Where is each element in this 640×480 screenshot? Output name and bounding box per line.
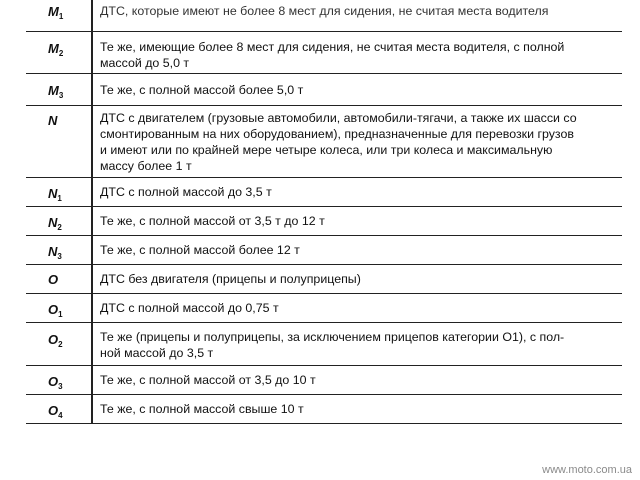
category-code: $M_1$ [48,4,63,21]
category-code: $N_3$ [48,244,62,261]
table-row [26,0,622,32]
table-row [26,207,622,236]
category-code: N [48,113,57,128]
table-row [26,265,622,294]
category-description: ДТС без двигателя (прицепы и полуприцепы) [100,272,361,286]
watermark-text: www.moto.com.ua [542,464,632,476]
category-code: $M_3$ [48,83,63,100]
table-row [26,294,622,323]
category-code: $N_2$ [48,215,62,232]
table-row [26,366,622,395]
table-row [26,106,622,178]
category-code: $O_2$ [48,332,63,349]
category-description: Те же, с полной массой от 3,5 т до 12 т [100,214,325,228]
category-code: $O_1$ [48,302,63,319]
category-code: $N_1$ [48,186,62,203]
table-row [26,178,622,207]
category-code: $M_2$ [48,41,63,58]
table-row [26,323,622,366]
table-row [26,236,622,265]
category-description: ДТС, которые имеют не более 8 мест для сидения, не считая места водителя [100,4,549,18]
category-description: Те же, с полной массой более 5,0 т [100,83,304,97]
footer [0,458,640,480]
category-code: $O_3$ [48,374,63,391]
category-description: Те же, имеющие более 8 мест для сидения, не считая места водителя, с полной массой до 5,0 т [100,40,565,70]
category-description: Те же, с полной массой свыше 10 т [100,402,304,416]
table-row [26,74,622,106]
category-description: ДТС с полной массой до 0,75 т [100,301,279,315]
category-description: ДТС с полной массой до 3,5 т [100,185,272,199]
category-code: O [48,272,58,287]
category-description: Те же, с полной массой от 3,5 до 10 т [100,373,316,387]
category-description: Те же, с полной массой более 12 т [100,243,300,257]
category-description: ДТС с двигателем (грузовые автомобили, автомобили-тягачи, а также их шасси со смонтированным на них оборудованием), предназначенные для перевозки грузов и имеют или по крайней мере четыре колеса, или три колеса и максимальную массу более 1 т [100,111,577,173]
category-code: $O_4$ [48,403,63,420]
table-row [26,395,622,424]
table-row [26,32,622,74]
category-description: Те же (прицепы и полуприцепы, за исключением прицепов категории O1), с пол- ной массой до 3,5 т [100,330,565,360]
